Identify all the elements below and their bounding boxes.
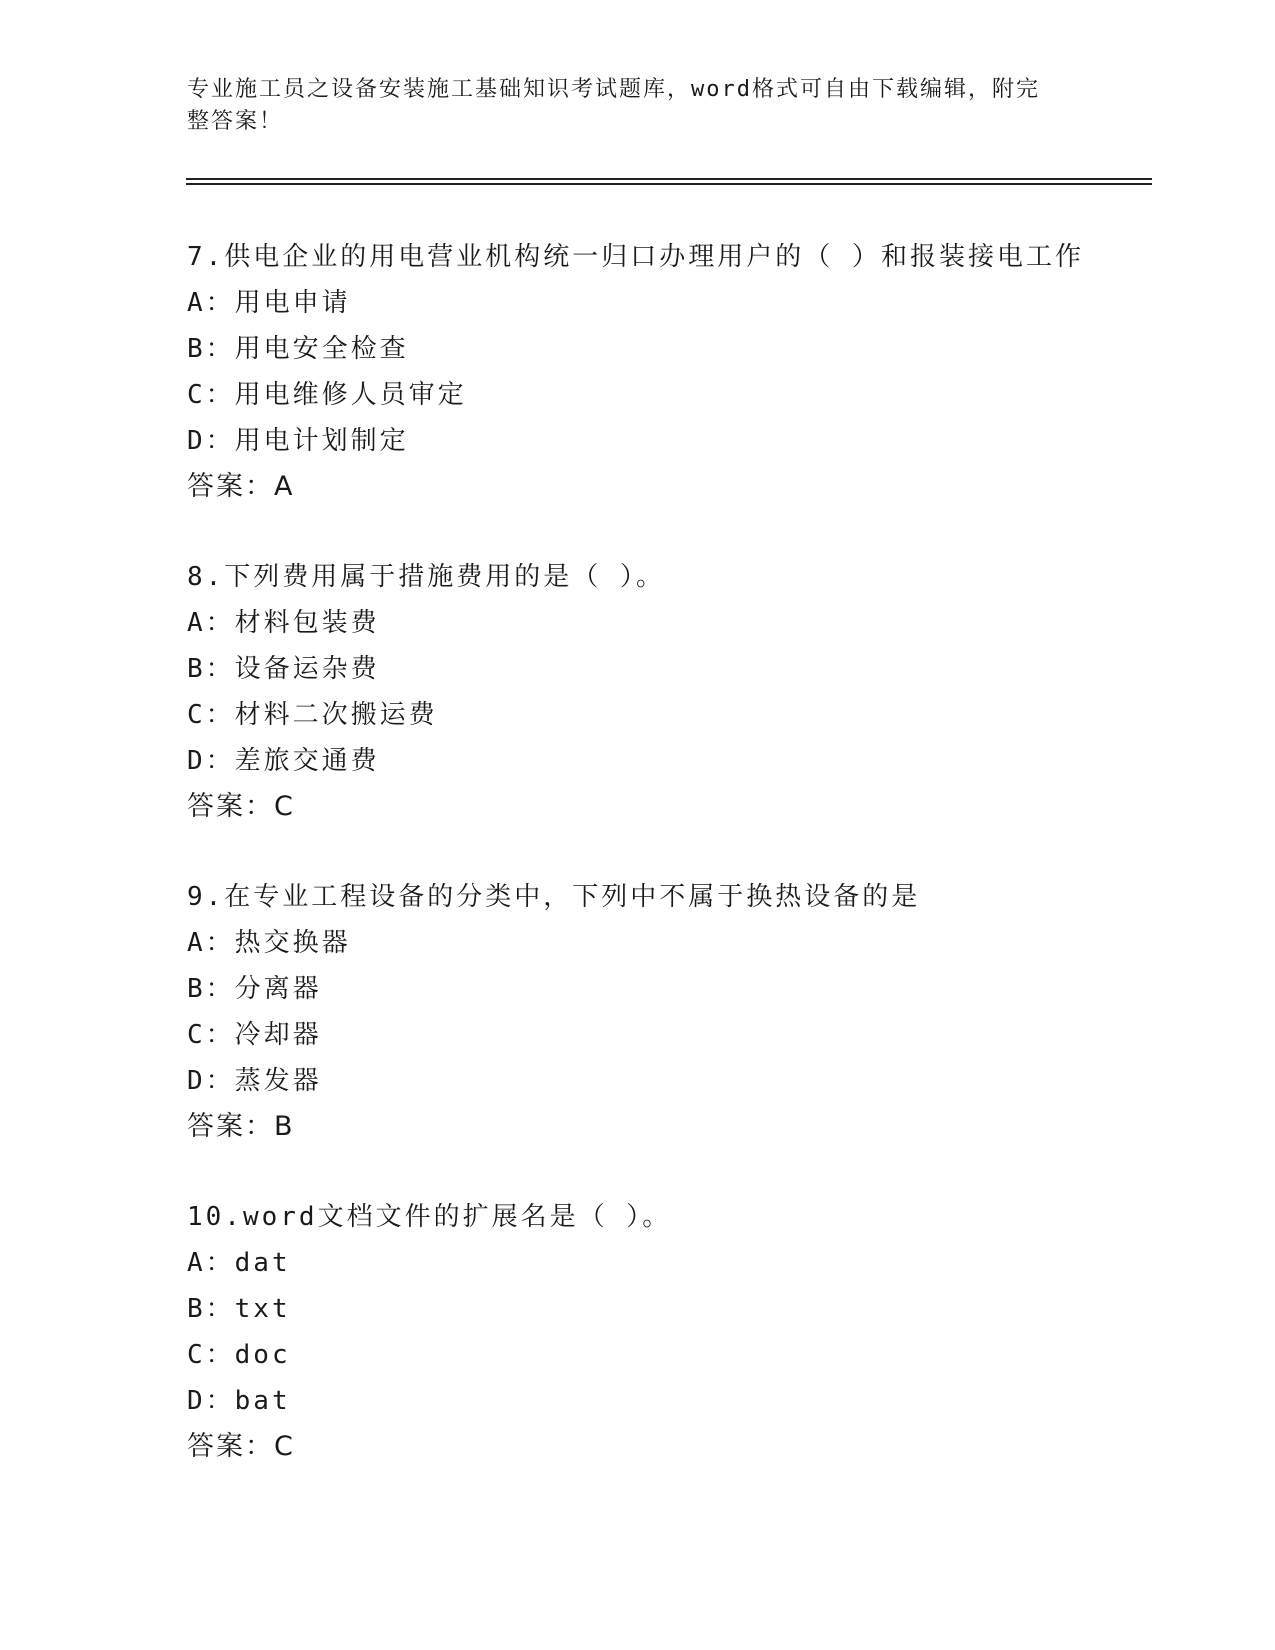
document-header (187, 74, 1067, 138)
option-b: B：txt (187, 1294, 291, 1324)
answer-line: 答案：C (187, 791, 295, 822)
option-c: C：doc (187, 1340, 291, 1370)
option-c: C：冷却器 (187, 1020, 322, 1050)
question-9 (187, 874, 1147, 1150)
option-b: B：用电安全检查 (187, 334, 409, 364)
question-title: 7.供电企业的用电营业机构统一归口办理用户的（ ）和报装接电工作 (187, 242, 1084, 272)
question-10 (187, 1194, 1147, 1470)
option-a: A：dat (187, 1248, 291, 1278)
header-line-2: 整答案！ (187, 109, 284, 134)
option-b: B：分离器 (187, 974, 322, 1004)
option-d: D：蒸发器 (187, 1066, 322, 1096)
answer-line: 答案：A (187, 471, 295, 502)
option-a: A：用电申请 (187, 288, 351, 318)
answer-line: 答案：C (187, 1431, 295, 1462)
option-d: D：bat (187, 1386, 291, 1416)
question-title: 9.在专业工程设备的分类中，下列中不属于换热设备的是 (187, 882, 921, 912)
option-c: C：材料二次搬运费 (187, 700, 438, 730)
question-title: 10.word文档文件的扩展名是（ ）。 (187, 1202, 672, 1232)
option-c: C：用电维修人员审定 (187, 380, 467, 410)
option-a: A：材料包装费 (187, 608, 380, 638)
question-7 (187, 234, 1147, 510)
question-title: 8.下列费用属于措施费用的是（ ）。 (187, 562, 665, 592)
header-divider-bottom (186, 183, 1152, 185)
header-divider-top (186, 178, 1152, 180)
question-8 (187, 554, 1147, 830)
option-b: B：设备运杂费 (187, 654, 380, 684)
option-d: D：差旅交通费 (187, 746, 380, 776)
header-line-1: 专业施工员之设备安装施工基础知识考试题库，word格式可自由下载编辑，附完 (187, 77, 1040, 102)
option-d: D：用电计划制定 (187, 426, 409, 456)
answer-line: 答案：B (187, 1111, 295, 1142)
option-a: A：热交换器 (187, 928, 351, 958)
